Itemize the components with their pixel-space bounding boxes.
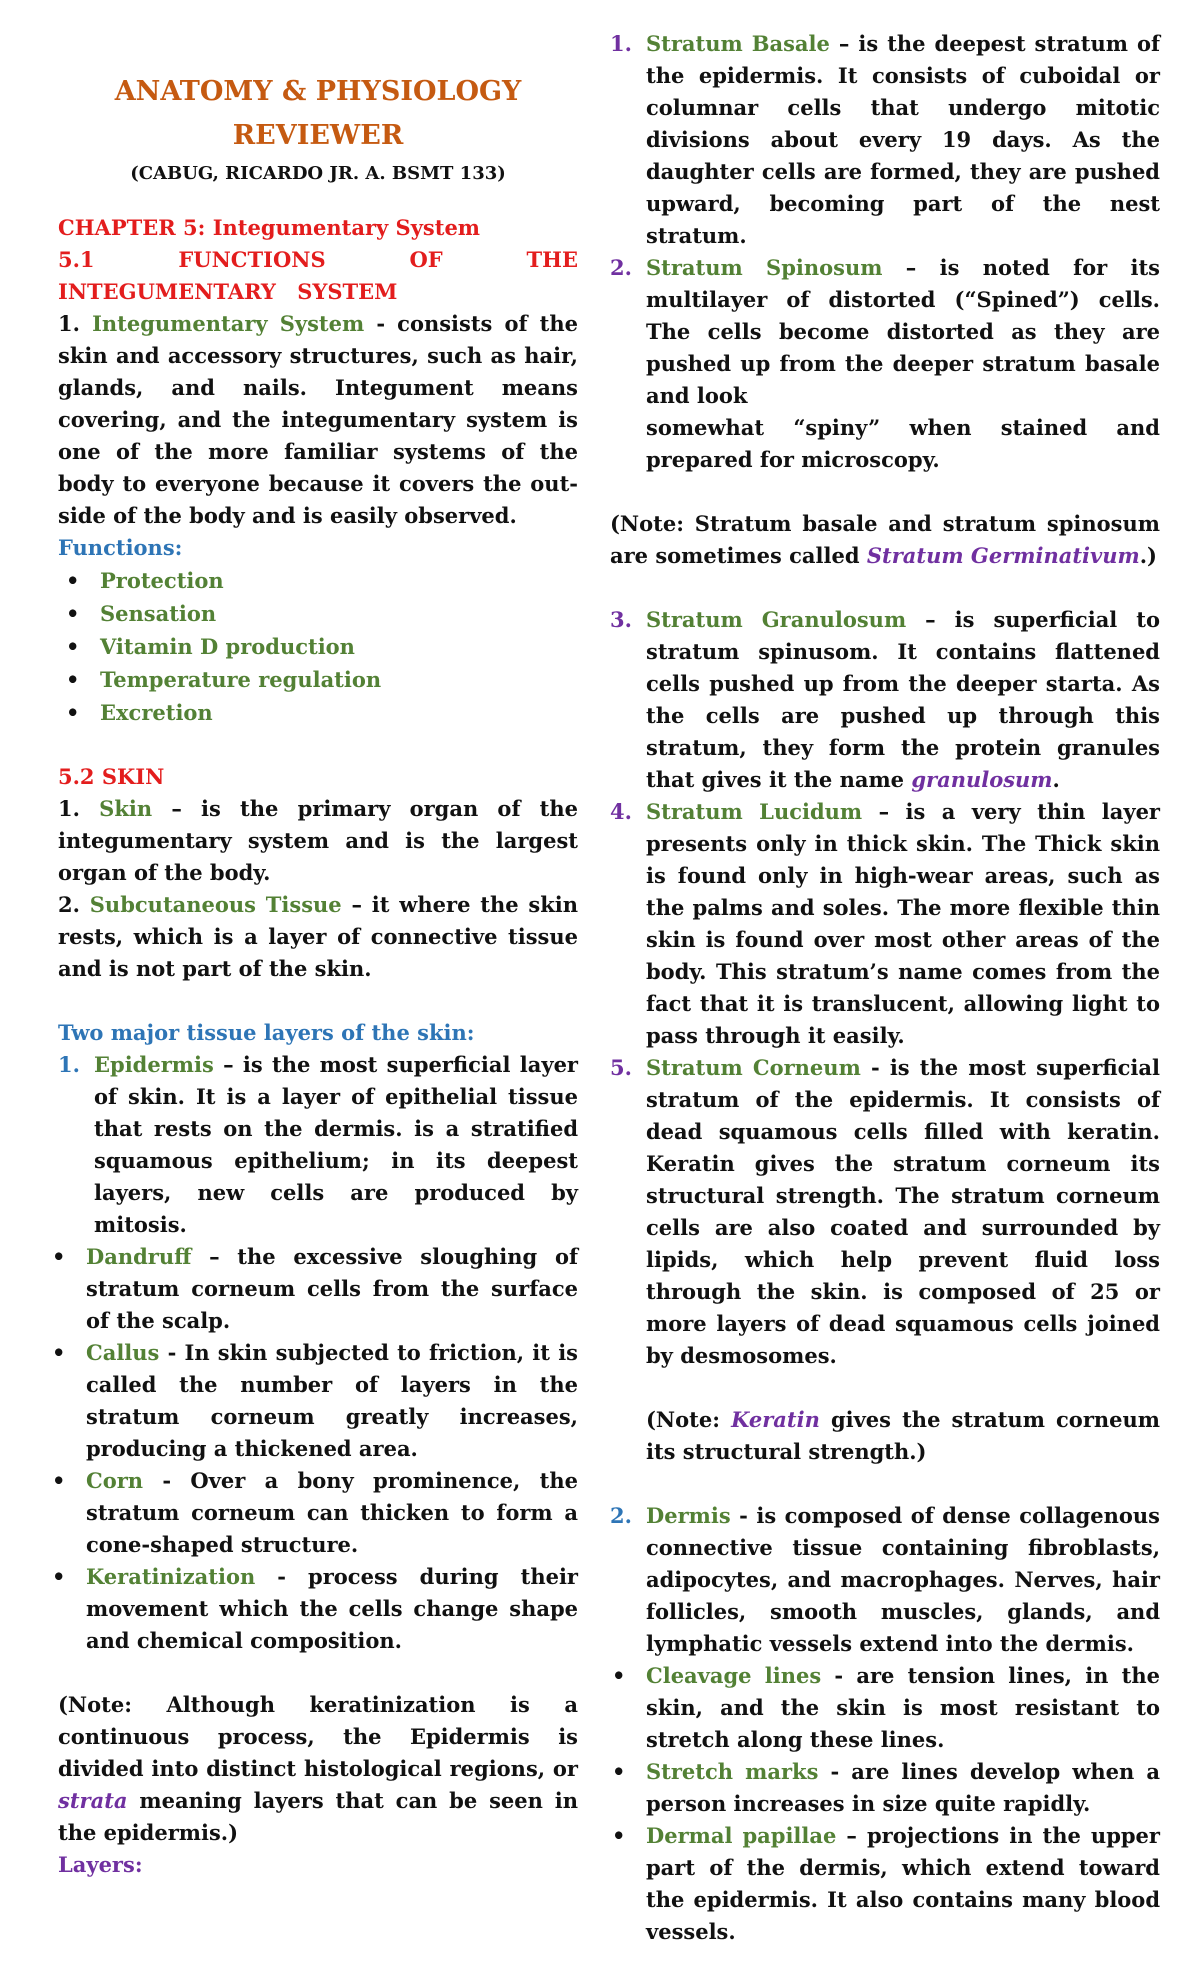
list-item: 1. Stratum Basale – is the deepest stratum of the epidermis. It consists of cuboidal or columnar cells that undergo mitotic divisions about every 19 days. As the daughter cells are formed, they are pushed upward, becoming part of the nest stratum.	[610, 31, 1160, 248]
bullet-icon: •	[66, 568, 80, 593]
list-item: 4. Stratum Lucidum – is a very thin layer presents only in thick skin. The Thick skin is found only in high-wear areas, such as the palms and soles. The more flexible thin skin is found over most other areas of the body. This stratum’s name comes from the fact that it is translucent, allowing light to pass through it easily.	[610, 799, 1161, 1048]
bullet-icon: •	[612, 1759, 626, 1784]
title-line-1: ANATOMY & PHYSIOLOGY	[114, 76, 522, 107]
skin-item-2: 2. Subcutaneous Tissue – it where the skin rests, which is a layer of connective tissue and is not part of the skin.	[58, 892, 579, 981]
term-stratum-spinosum: Stratum Spinosum	[646, 255, 883, 280]
list-item: 5. Stratum Corneum - is the most superficial stratum of the epidermis. It consists of dead squamous cells filled with keratin. Keratin gives the stratum corneum its structural strength. The stratum corneum cells are also coated and surrounded by lipids, which help prevent fluid loss through the skin. is composed of 25 or more layers of dead squamous cells joined by desmosomes.	[610, 1055, 1160, 1368]
chapter-heading: CHAPTER 5: Integumentary System	[58, 215, 481, 240]
functions-label: Functions:	[58, 535, 183, 560]
list-item: • Vitamin D production	[58, 630, 578, 663]
term-stretch-marks: Stretch marks	[646, 1759, 819, 1784]
section-heading-functions: 5.1 FUNCTIONS OF THE INTEGUMENTARY SYSTEM	[58, 247, 578, 304]
skin-item-1: 1. Skin – is the primary organ of the integumentary system and is the largest organ of the body.	[58, 796, 579, 885]
title-line-2: REVIEWER	[232, 120, 404, 151]
list-item: 1. Epidermis – is the most superficial layer of skin. It is a layer of epithelial tissue that rests on the dermis. is a stratified squamous epithelium; in its deepest layers, new cells are produced by mitosis.	[58, 1052, 578, 1237]
bullet-icon: •	[52, 1468, 66, 1493]
bullet-icon: •	[66, 700, 80, 725]
list-item: • Dandruff – the excessive sloughing of stratum corneum cells from the surface of the scalp.	[44, 1241, 578, 1337]
note-keratin: (Note: Keratin gives the stratum corneum its structural strength.)	[646, 1407, 1160, 1464]
epidermis-bullets	[44, 1241, 578, 1657]
list-item: 2. Stratum Spinosum – is noted for its multilayer of distorted (“Spined”) cells. The cells become distorted as they are pushed up from the deeper stratum basale and look somewhat “spiny” when stained and prepared for microscopy.	[610, 252, 1160, 476]
term-callus: Callus	[86, 1340, 160, 1365]
term-skin: Skin	[99, 796, 153, 821]
list-item: • Keratinization - process during their movement which the cells change shape and chemical composition.	[44, 1561, 578, 1657]
term-dermis: Dermis	[646, 1503, 731, 1528]
spinosum-continuation: somewhat “spiny” when stained and prepared for microscopy.	[646, 415, 1160, 472]
tissue-layers-heading: Two major tissue layers of the skin:	[58, 1020, 475, 1045]
term-dermal-papillae: Dermal papillae	[646, 1823, 837, 1848]
list-item: • Corn - Over a bony prominence, the stratum corneum can thicken to form a cone-shaped structure.	[44, 1465, 578, 1561]
list-item: • Cleavage lines - are tension lines, in the skin, and the skin is most resistant to stretch along these lines.	[604, 1660, 1160, 1756]
dermis-list	[610, 1500, 1160, 1660]
term-stratum-basale: Stratum Basale	[646, 31, 830, 56]
right-column	[610, 0, 1160, 1948]
bullet-icon: •	[612, 1823, 626, 1848]
list-item: • Stretch marks - are lines develop when a person increases in size quite rapidly.	[604, 1756, 1160, 1820]
term-stratum-lucidum: Stratum Lucidum	[646, 799, 863, 824]
term-corn: Corn	[86, 1468, 144, 1493]
author-line: (CABUG, RICARDO JR. A. BSMT 133)	[130, 163, 506, 184]
bullet-icon: •	[612, 1663, 626, 1688]
dermis-bullets	[604, 1660, 1160, 1948]
functions-list	[58, 564, 578, 729]
term-integumentary-system: Integumentary System	[92, 311, 365, 336]
list-item: • Temperature regulation	[58, 663, 578, 696]
term-keratin: Keratin	[731, 1407, 820, 1432]
note-germinativum: (Note: Stratum basale and stratum spinosum are sometimes called Stratum Germinativum.)	[610, 511, 1160, 568]
term-dandruff: Dandruff	[86, 1244, 192, 1269]
list-item: • Callus - In skin subjected to friction, it is called the number of layers in the stratum corneum greatly increases, producing a thickened area.	[44, 1337, 578, 1465]
bullet-icon: •	[66, 667, 80, 692]
definition-text: - consists of the skin and accessory structures, such as hair, glands, and nails. Integument means covering, and the integumentary system is one of the more familiar systems of the body to everyone because it covers the out- side of the body and is easily observed.	[58, 311, 579, 528]
section-heading-skin: 5.2 SKIN	[58, 764, 165, 789]
left-column	[52, 0, 579, 1881]
term-cleavage-lines: Cleavage lines	[646, 1663, 822, 1688]
list-item: • Protection	[58, 564, 578, 597]
bullet-icon: •	[66, 601, 80, 626]
term-stratum-corneum: Stratum Corneum	[646, 1055, 861, 1080]
strata-list-bottom	[610, 604, 1160, 1372]
term-stratum-germinativum: Stratum Germinativum	[866, 543, 1140, 568]
document-title	[58, 70, 578, 158]
layers-label: Layers:	[58, 1852, 143, 1877]
strata-list-top	[610, 28, 1160, 476]
list-item: • Excretion	[58, 696, 578, 729]
item-number: 1.	[58, 311, 80, 336]
term-subcutaneous-tissue: Subcutaneous Tissue	[89, 892, 342, 917]
term-stratum-granulosum: Stratum Granulosum	[646, 607, 907, 632]
term-keratinization: Keratinization	[86, 1564, 256, 1589]
integumentary-definition	[58, 308, 578, 532]
note-strata: (Note: Although keratinization is a continuous process, the Epidermis is divided into distinct histological regions, or strata meaning layers that can be seen in the epidermis.)	[58, 1692, 578, 1845]
bullet-icon: •	[52, 1340, 66, 1365]
bullet-icon: •	[66, 634, 80, 659]
list-item: 3. Stratum Granulosum – is superficial to stratum spinusom. It contains flattened cells pushed up from the deeper starta. As the cells are pushed up through this stratum, they form the protein granules that gives it the name granulosum.	[610, 607, 1160, 792]
list-item: • Sensation	[58, 597, 578, 630]
list-item: 2. Dermis - is composed of dense collagenous connective tissue containing fibroblasts, adipocytes, and macrophages. Nerves, hair follicles, smooth muscles, glands, and lymphatic vessels extend into the dermis.	[610, 1503, 1160, 1656]
bullet-icon: •	[52, 1564, 66, 1589]
term-epidermis: Epidermis	[94, 1052, 214, 1077]
bullet-icon: •	[52, 1244, 66, 1269]
list-item: • Dermal papillae – projections in the upper part of the dermis, which extend toward the epidermis. It also contains many blood vessels.	[604, 1820, 1160, 1948]
term-strata: strata	[58, 1788, 128, 1813]
epidermis-list	[58, 1049, 578, 1241]
